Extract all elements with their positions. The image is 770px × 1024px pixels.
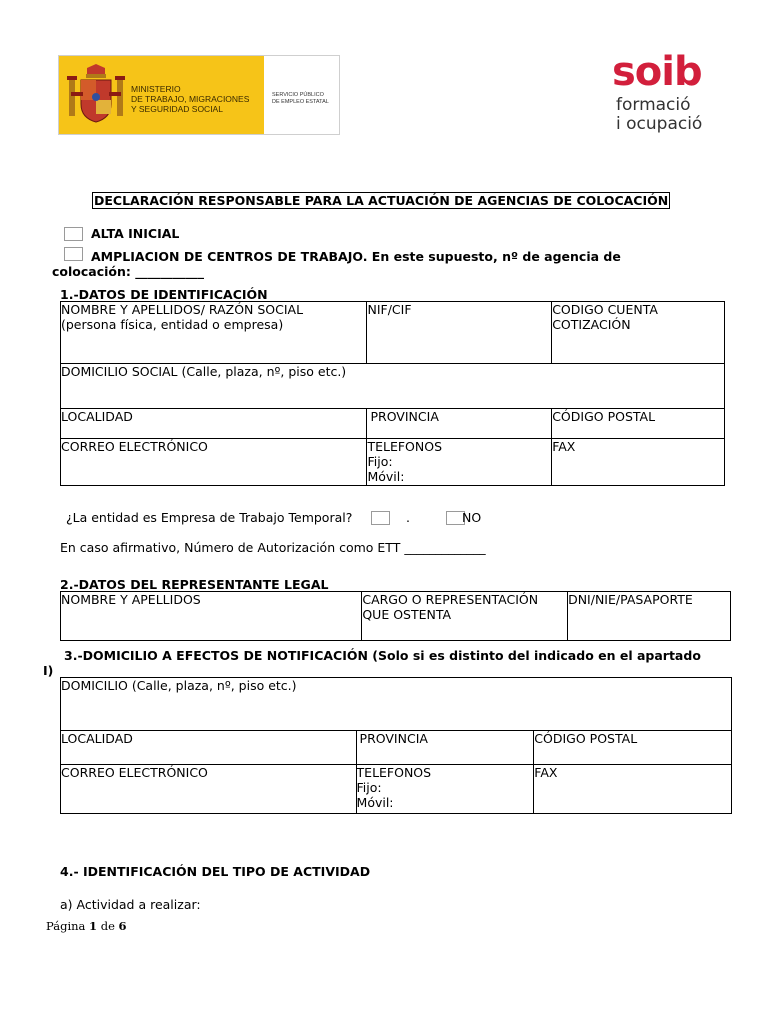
- alta-inicial-label: ALTA INICIAL: [91, 226, 180, 241]
- cell-label: NIF/CIF: [367, 302, 412, 317]
- ett-no-label: NO: [462, 510, 482, 525]
- notificacion-provincia-cell[interactable]: [356, 731, 534, 765]
- notificacion-fax-cell[interactable]: [534, 765, 732, 814]
- provincia-cell[interactable]: [367, 409, 552, 439]
- sepe-line: DE EMPLEO ESTATAL: [272, 99, 329, 105]
- notificacion-codigo-postal-cell[interactable]: [534, 731, 732, 765]
- cell-label: CORREO ELECTRÓNICO: [61, 765, 208, 780]
- cell-label: Fijo:: [356, 780, 382, 795]
- notificacion-table: [60, 677, 732, 814]
- section-3-heading: 3.-DOMICILIO A EFECTOS DE NOTIFICACIÓN (Solo si es distinto del indicado en el apartado: [64, 648, 701, 663]
- cell-label: Fijo:: [367, 454, 393, 469]
- cell-label: COTIZACIÓN: [552, 317, 631, 332]
- document-title: DECLARACIÓN RESPONSABLE PARA LA ACTUACIÓN DE AGENCIAS DE COLOCACIÓN: [94, 193, 669, 208]
- cell-label: QUE OSTENTA: [362, 607, 452, 622]
- representante-nombre-cell[interactable]: [61, 592, 362, 641]
- cell-label: PROVINCIA: [370, 409, 439, 424]
- coat-of-arms-icon: [67, 64, 125, 126]
- cell-label: LOCALIDAD: [61, 731, 133, 746]
- ministerio-line: MINISTERIO: [131, 84, 181, 94]
- cell-label: TELEFONOS: [367, 439, 443, 454]
- cargo-cell[interactable]: [362, 592, 568, 641]
- ampliacion-checkbox[interactable]: [64, 247, 83, 261]
- cell-label: DNI/NIE/PASAPORTE: [568, 592, 693, 607]
- ministerio-line: DE TRABAJO, MIGRACIONES: [131, 94, 250, 104]
- cell-label: PROVINCIA: [359, 731, 428, 746]
- actividad-label: a) Actividad a realizar:: [60, 897, 201, 912]
- ett-si-checkbox[interactable]: [371, 511, 390, 525]
- soib-logo: soib: [612, 49, 702, 95]
- representante-table: [60, 591, 731, 641]
- ett-dot: .: [406, 510, 410, 525]
- notificacion-correo-cell[interactable]: [61, 765, 357, 814]
- page-current: 1: [89, 919, 98, 933]
- cell-label: DOMICILIO SOCIAL (Calle, plaza, nº, piso etc.): [61, 364, 347, 379]
- section-1-heading: 1.-DATOS DE IDENTIFICACIÓN: [60, 287, 268, 302]
- domicilio-social-cell[interactable]: [61, 364, 725, 409]
- soib-tagline: formació: [616, 95, 691, 115]
- cell-label: LOCALIDAD: [61, 409, 133, 424]
- nif-cif-cell[interactable]: [367, 302, 552, 364]
- cell-label: Móvil:: [356, 795, 394, 810]
- ministerio-name: [131, 84, 249, 114]
- cell-label: FAX: [534, 765, 558, 780]
- ett-question: ¿La entidad es Empresa de Trabajo Temporal?: [66, 510, 353, 525]
- fax-cell[interactable]: [552, 439, 725, 486]
- ministerio-logo-band: [59, 56, 264, 134]
- cell-label: CORREO ELECTRÓNICO: [61, 439, 208, 454]
- telefonos-cell[interactable]: [367, 439, 552, 486]
- cell-label: TELEFONOS: [356, 765, 432, 780]
- ministerio-line: Y SEGURIDAD SOCIAL: [131, 104, 223, 114]
- codigo-cuenta-cell[interactable]: [552, 302, 725, 364]
- notificacion-localidad-cell[interactable]: [61, 731, 357, 765]
- sepe-name: [272, 92, 329, 106]
- cell-label: DOMICILIO (Calle, plaza, nº, piso etc.): [61, 678, 297, 693]
- cell-label: NOMBRE Y APELLIDOS/ RAZÓN SOCIAL: [61, 302, 304, 317]
- cell-label: CÓDIGO POSTAL: [552, 409, 656, 424]
- localidad-cell[interactable]: [61, 409, 367, 439]
- codigo-postal-cell[interactable]: [552, 409, 725, 439]
- cell-label: (persona física, entidad o empresa): [61, 317, 284, 332]
- ett-autorizacion-field[interactable]: En caso afirmativo, Número de Autorización como ETT _____________: [60, 540, 486, 555]
- identification-table: [60, 301, 725, 486]
- ministerio-logo: [58, 55, 340, 135]
- ampliacion-label: AMPLIACION DE CENTROS DE TRABAJO. En este supuesto, nº de agencia de: [91, 249, 621, 264]
- notificacion-domicilio-cell[interactable]: [61, 678, 732, 731]
- sepe-line: SERVICIO PÚBLICO: [272, 92, 324, 98]
- agencia-number-field[interactable]: colocación: ___________: [52, 264, 204, 279]
- soib-tagline: i ocupació: [616, 114, 703, 134]
- page-number: [46, 919, 127, 933]
- section-4-heading: 4.- IDENTIFICACIÓN DEL TIPO DE ACTIVIDAD: [60, 864, 371, 879]
- dni-cell[interactable]: [568, 592, 731, 641]
- nombre-razon-social-cell[interactable]: [61, 302, 367, 364]
- cell-label: NOMBRE Y APELLIDOS: [61, 592, 201, 607]
- cell-label: Móvil:: [367, 469, 405, 484]
- page-word: Página: [46, 919, 86, 933]
- alta-inicial-checkbox[interactable]: [64, 227, 83, 241]
- cell-label: CÓDIGO POSTAL: [534, 731, 638, 746]
- correo-cell[interactable]: [61, 439, 367, 486]
- cell-label: CODIGO CUENTA: [552, 302, 658, 317]
- cell-label: FAX: [552, 439, 576, 454]
- page-total: 6: [118, 919, 127, 933]
- page-of: de: [100, 919, 115, 933]
- cell-label: CARGO O REPRESENTACIÓN: [362, 592, 539, 607]
- section-2-heading: 2.-DATOS DEL REPRESENTANTE LEGAL: [60, 577, 329, 592]
- section-3-heading-tail: I): [43, 663, 54, 678]
- notificacion-telefonos-cell[interactable]: [356, 765, 534, 814]
